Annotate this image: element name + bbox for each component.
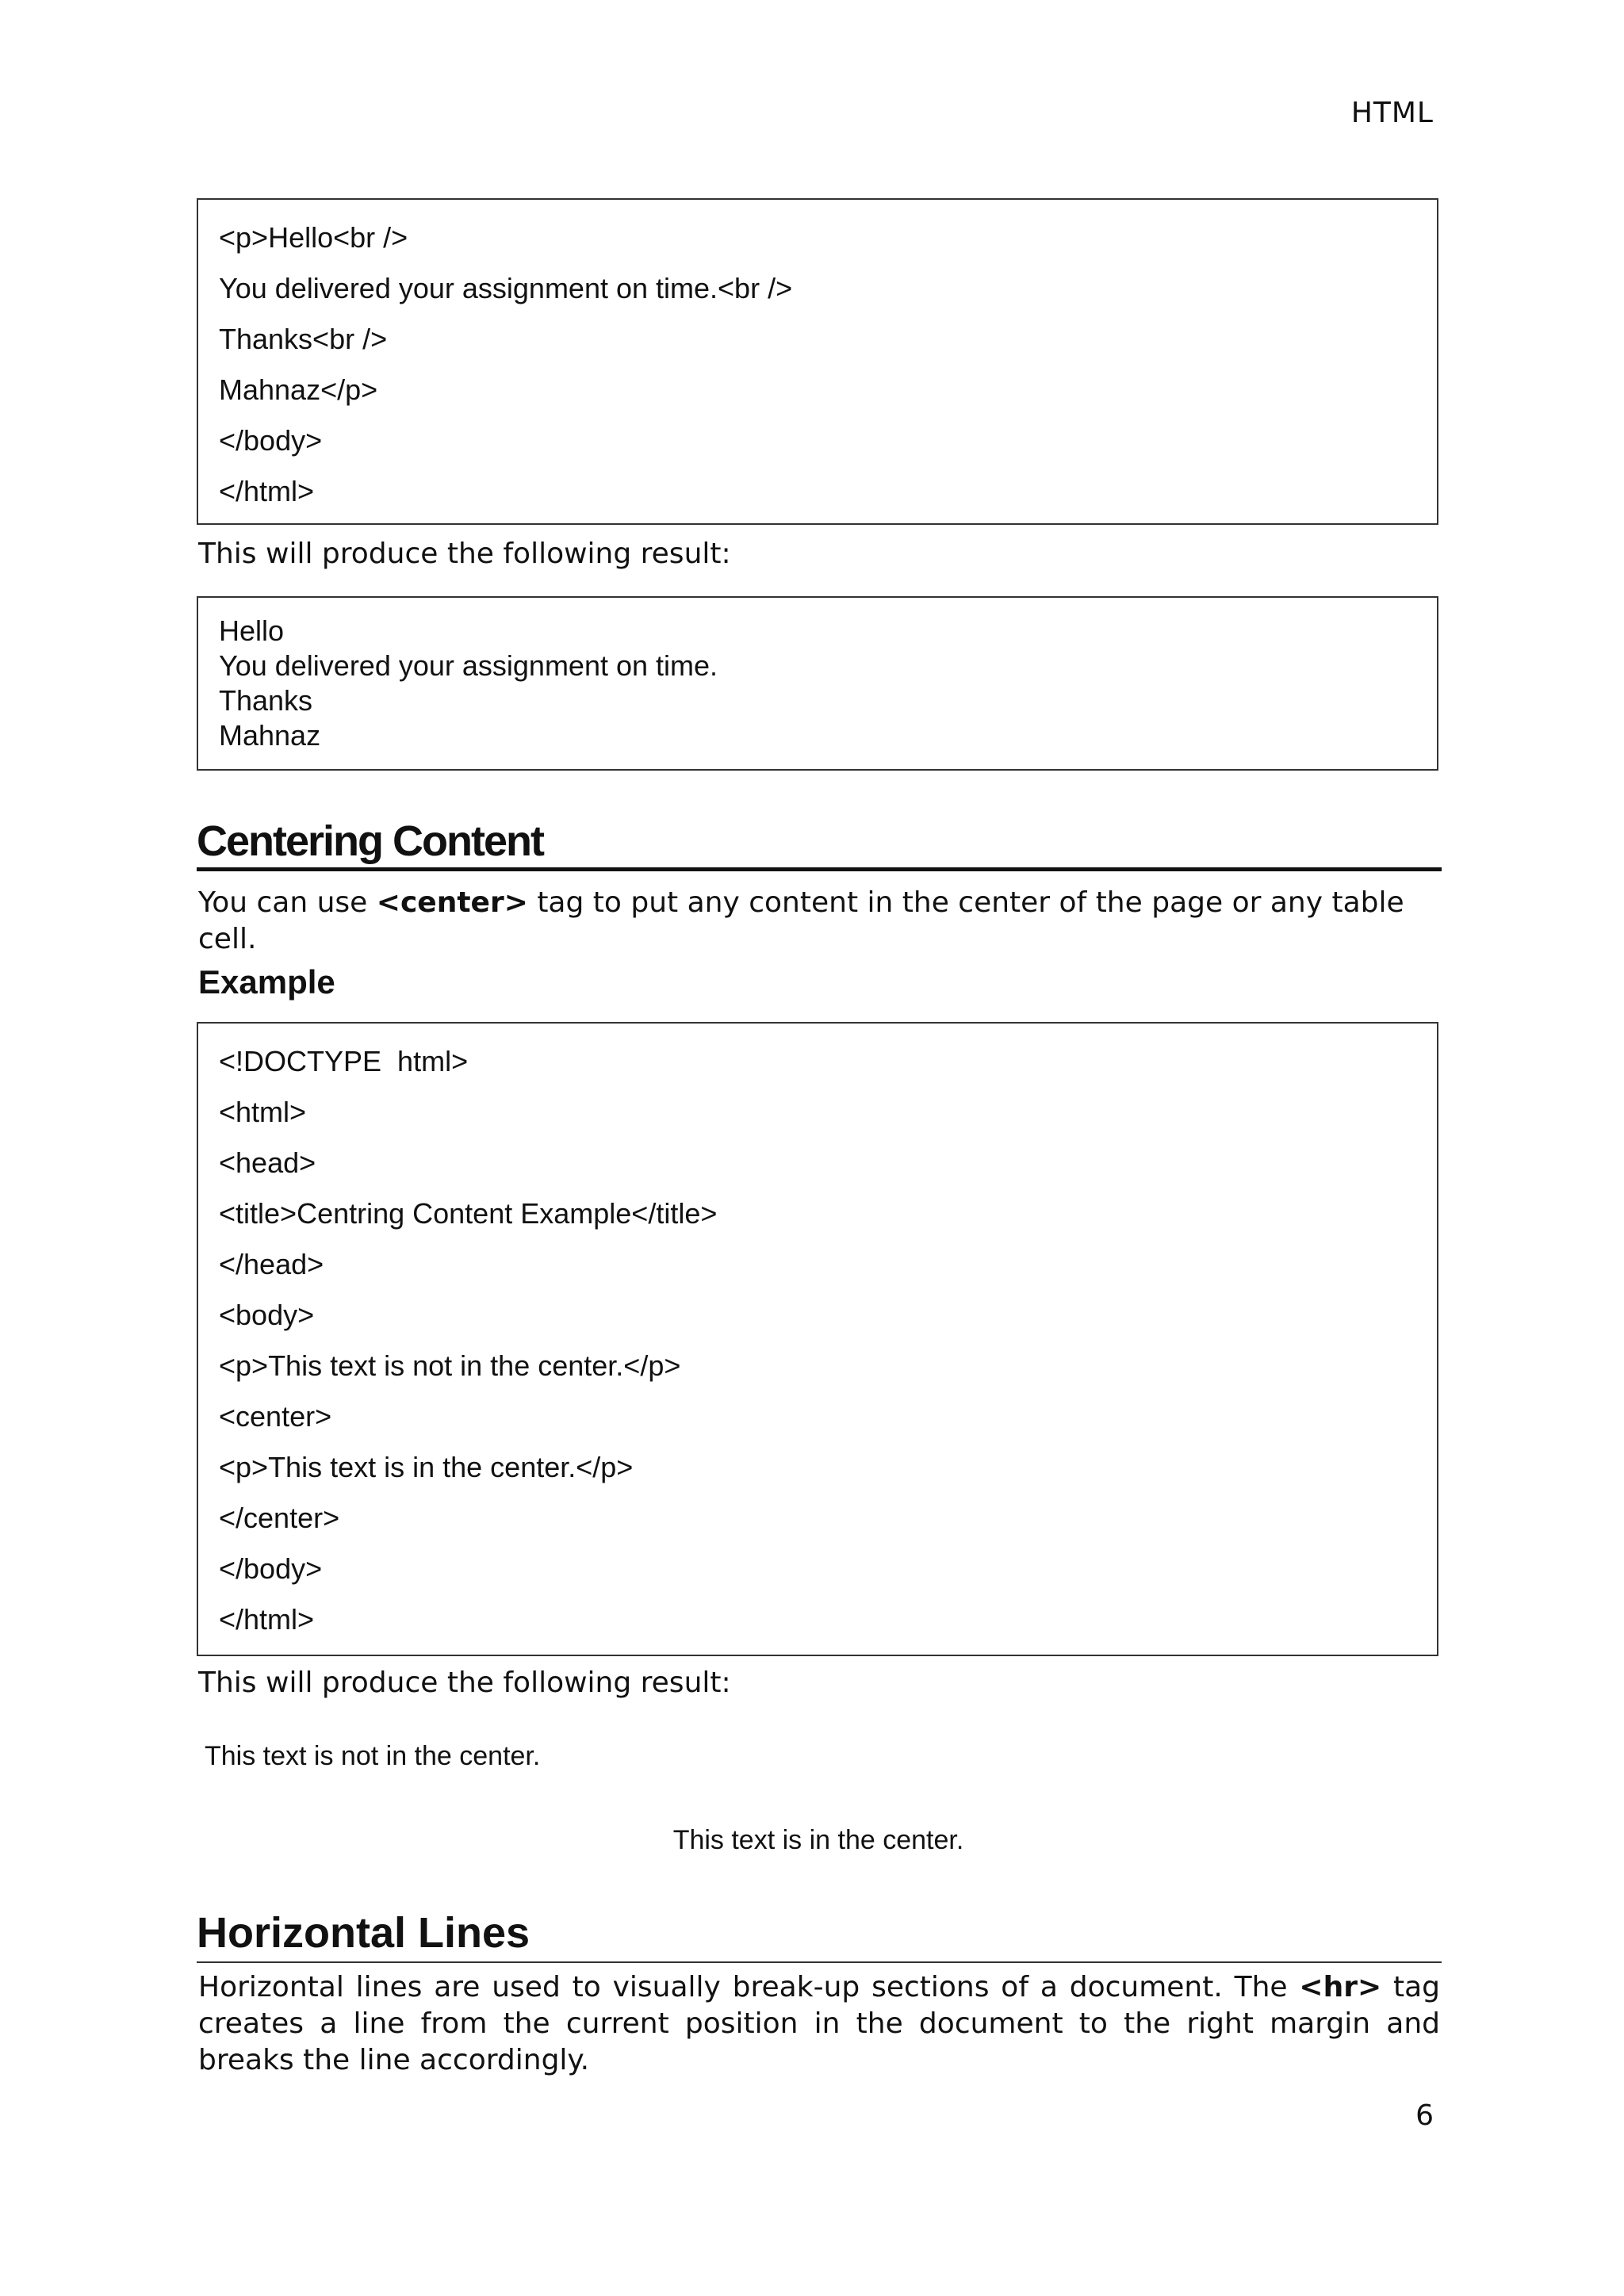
code-line: </head> [219,1248,324,1280]
code-line: <html> [219,1096,307,1128]
code-line: <!DOCTYPE html> [219,1045,469,1077]
result-block-1 [197,596,1438,771]
code-line: <p>Hello<br /> [219,221,408,254]
centering-description [198,885,1443,958]
code-block-1 [197,198,1438,525]
desc-text: Horizontal lines are used to visually break-up sections of a document. The [198,1971,1300,2003]
section-title-horizontal: Horizontal Lines [197,1904,1442,1963]
code-line: <p>This text is in the center.</p> [219,1451,634,1483]
desc-text: tag creates a line from the current position in the document to the right margin and breaks the line accordingly. [198,1971,1440,2076]
code-line: </body> [219,424,323,457]
code-line: <head> [219,1146,316,1179]
horizontal-description [198,1969,1440,2079]
page-number: 6 [1415,2099,1434,2132]
output-center-text: This text is in the center. [672,1825,964,1855]
code-line: Mahnaz</p> [219,373,378,406]
code-line: <center> [219,1400,332,1433]
result-line: Mahnaz [219,719,321,752]
code-line: </body> [219,1552,323,1585]
example-heading: Example [198,963,335,1001]
section-title-centering: Centering Content [197,815,1442,871]
code-line: <body> [219,1299,315,1331]
code-line: <p>This text is not in the center.</p> [219,1349,681,1382]
code-line: You delivered your assignment on time.<br /> [219,272,793,304]
code-line: Thanks<br /> [219,323,388,355]
result-line: Hello [219,614,285,647]
code-line: </html> [219,1603,315,1636]
result-intro-1: This will produce the following result: [198,538,731,570]
center-tag: <center> [376,886,528,919]
result-line: Thanks [219,684,313,717]
code-line: <title>Centring Content Example</title> [219,1197,718,1230]
output-left-text: This text is not in the center. [205,1741,541,1771]
hr-tag: <hr> [1299,1971,1382,2003]
code-line: </html> [219,475,315,507]
running-header: HTML [1350,97,1434,129]
code-line: </center> [219,1502,340,1534]
code-block-2 [197,1022,1438,1656]
result-line: You delivered your assignment on time. [219,649,718,682]
result-intro-2: This will produce the following result: [198,1667,731,1699]
desc-text: You can use [198,886,377,919]
desc-text: tag to put any content in the center of the page or any table cell. [198,886,1404,955]
